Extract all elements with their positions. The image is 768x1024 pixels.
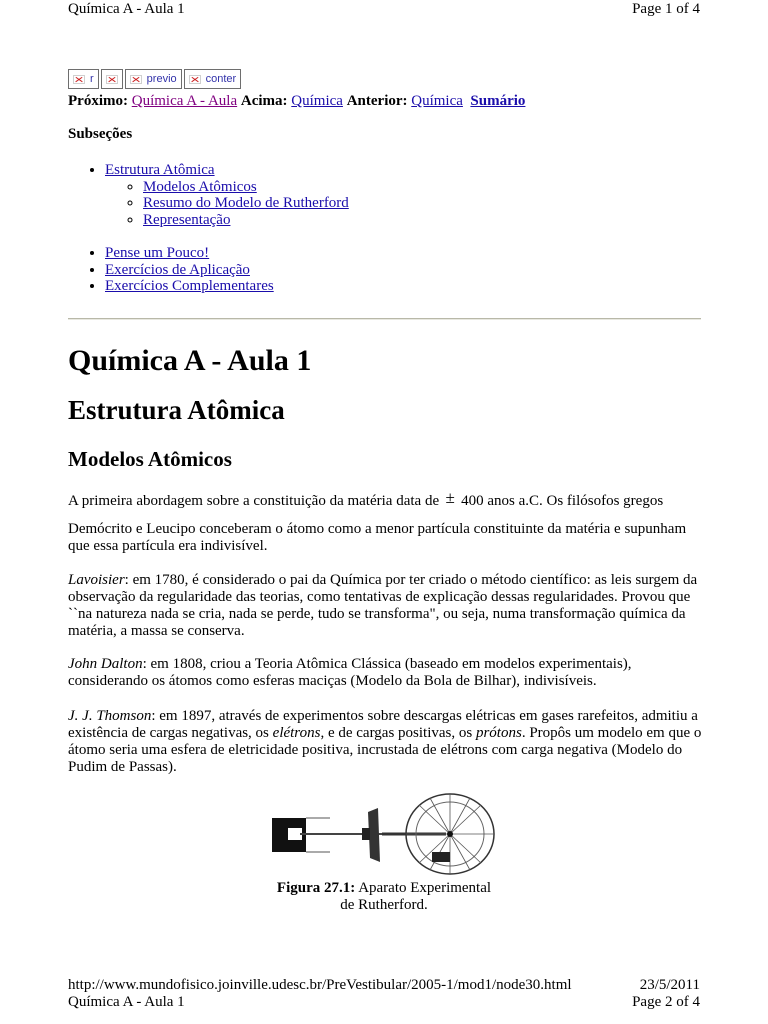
up-image-button[interactable]	[101, 69, 123, 89]
nav-image-buttons	[68, 69, 241, 91]
subsections-list	[68, 162, 349, 228]
list-item	[105, 162, 349, 228]
figure-caption-line1: Aparato Experimental	[358, 880, 492, 896]
plus-minus-symbol: ±	[445, 488, 455, 507]
up-label: Acima:	[240, 93, 288, 109]
list-item	[143, 179, 349, 196]
previous-image-button[interactable]	[125, 69, 182, 89]
page-header-number: Page 1 of 4	[632, 1, 700, 17]
next-link[interactable]: Química A - Aula	[131, 93, 238, 109]
rutherford-apparatus-figure	[270, 792, 498, 876]
paragraph-lavoisier	[68, 572, 704, 640]
broken-image-icon	[189, 75, 201, 84]
name-thomson: J. J. Thomson	[68, 708, 152, 724]
list-item	[105, 262, 274, 279]
paragraph-thomson	[68, 708, 704, 776]
broken-image-icon	[106, 75, 118, 84]
intro-text-after: 400 anos a.C. Os filósofos gregos	[461, 493, 664, 509]
page-title: Química A - Aula 1	[68, 344, 312, 377]
section-title: Estrutura Atômica	[68, 395, 285, 425]
subsections-heading: Subseções	[68, 126, 133, 142]
subsection-link-modelos-atomicos[interactable]: Modelos Atômicos	[143, 178, 257, 195]
gold-foil-target	[447, 831, 453, 837]
footer-url: http://www.mundofisico.joinville.udesc.br/PreVestibular/2005-1/mod1/node30.html	[68, 977, 572, 993]
name-dalton: John Dalton	[68, 656, 143, 672]
navigation-line	[68, 93, 525, 110]
contents-image-button[interactable]	[184, 69, 242, 89]
paragraph-intro	[68, 488, 704, 510]
thomson-text-c: . Propôs um modelo em que o átomo seria uma esfera de eletricidade positiva, incrustada de elétrons com carga negativa (Modelo do Pudim de Passas).	[68, 725, 702, 775]
figure-caption-line2: de Rutherford.	[340, 897, 428, 913]
list-item	[105, 245, 274, 262]
subsection-link-pense-um-pouco[interactable]: Pense um Pouco!	[105, 245, 210, 261]
subsections-list-2	[68, 245, 274, 295]
footer-page-number: Page 2 of 4	[632, 994, 700, 1010]
thomson-text-a: : em 1897, através de experimentos sobre descargas elétricas em gases rarefeitos, admitiu a existência de cargas negativas, os	[68, 708, 698, 741]
figure-label: Figura 27.1:	[276, 880, 356, 896]
intro-text-before: A primeira abordagem sobre a constituição da matéria data de	[68, 493, 440, 509]
next-image-button[interactable]	[68, 69, 99, 89]
broken-image-icon	[73, 75, 85, 84]
paragraph-dalton	[68, 656, 704, 690]
term-eletrons: elétrons	[272, 725, 321, 741]
subsection-title: Modelos Atômicos	[68, 447, 232, 471]
subsection-link-estrutura-atomica[interactable]: Estrutura Atômica	[105, 162, 215, 178]
next-image-alt: r	[90, 73, 94, 85]
subsections-sublist	[105, 179, 349, 229]
footer-date: 23/5/2011	[639, 977, 700, 993]
contents-image-alt: conter	[205, 73, 237, 85]
summary-link[interactable]: Sumário	[470, 93, 526, 109]
page-header-title: Química A - Aula 1	[68, 1, 185, 17]
lavoisier-text: : em 1780, é considerado o pai da Química por ter criado o método científico: as leis surgem da observação da regularidade das teorias, como tentativas de explicação dessas regularidades. Provou que ``na natureza nada se cria, nada se perde, tudo se transforma", ou seja, numa transformação química da matéria, a massa se conserva.	[68, 572, 698, 639]
subsection-link-representacao[interactable]: Representação	[143, 211, 231, 228]
dalton-text: : em 1808, criou a Teoria Atômica Clássica (baseado em modelos experimentais), considerando os átomos como esferas maciças (Modelo da Bola de Bilhar), indivisíveis.	[68, 656, 632, 689]
paragraph-democrito: Demócrito e Leucipo conceberam o átomo como a menor partícula constituinte da matéria e supunham que essa partícula era indivisível.	[68, 521, 687, 554]
previous-image-alt: previo	[146, 73, 177, 85]
list-item	[143, 212, 349, 229]
figure-caption	[268, 880, 500, 914]
next-label: Próximo:	[68, 93, 128, 109]
previous-label: Anterior:	[346, 93, 408, 109]
up-link[interactable]: Química	[291, 93, 343, 109]
list-item	[105, 278, 274, 295]
source-opening	[288, 828, 302, 840]
broken-image-icon	[130, 75, 142, 84]
name-lavoisier: Lavoisier	[68, 572, 125, 588]
previous-link[interactable]: Química	[411, 93, 463, 109]
footer-title: Química A - Aula 1	[68, 994, 185, 1010]
subsection-link-exercicios-aplicacao[interactable]: Exercícios de Aplicação	[105, 261, 250, 278]
horizontal-divider	[68, 318, 701, 320]
term-protons: prótons	[475, 725, 522, 741]
list-item	[143, 195, 349, 212]
subsection-link-exercicios-complementares[interactable]: Exercícios Complementares	[105, 278, 274, 294]
thomson-text-b: , e de cargas positivas, os	[320, 725, 476, 741]
subsection-link-resumo-rutherford[interactable]: Resumo do Modelo de Rutherford	[143, 195, 349, 211]
